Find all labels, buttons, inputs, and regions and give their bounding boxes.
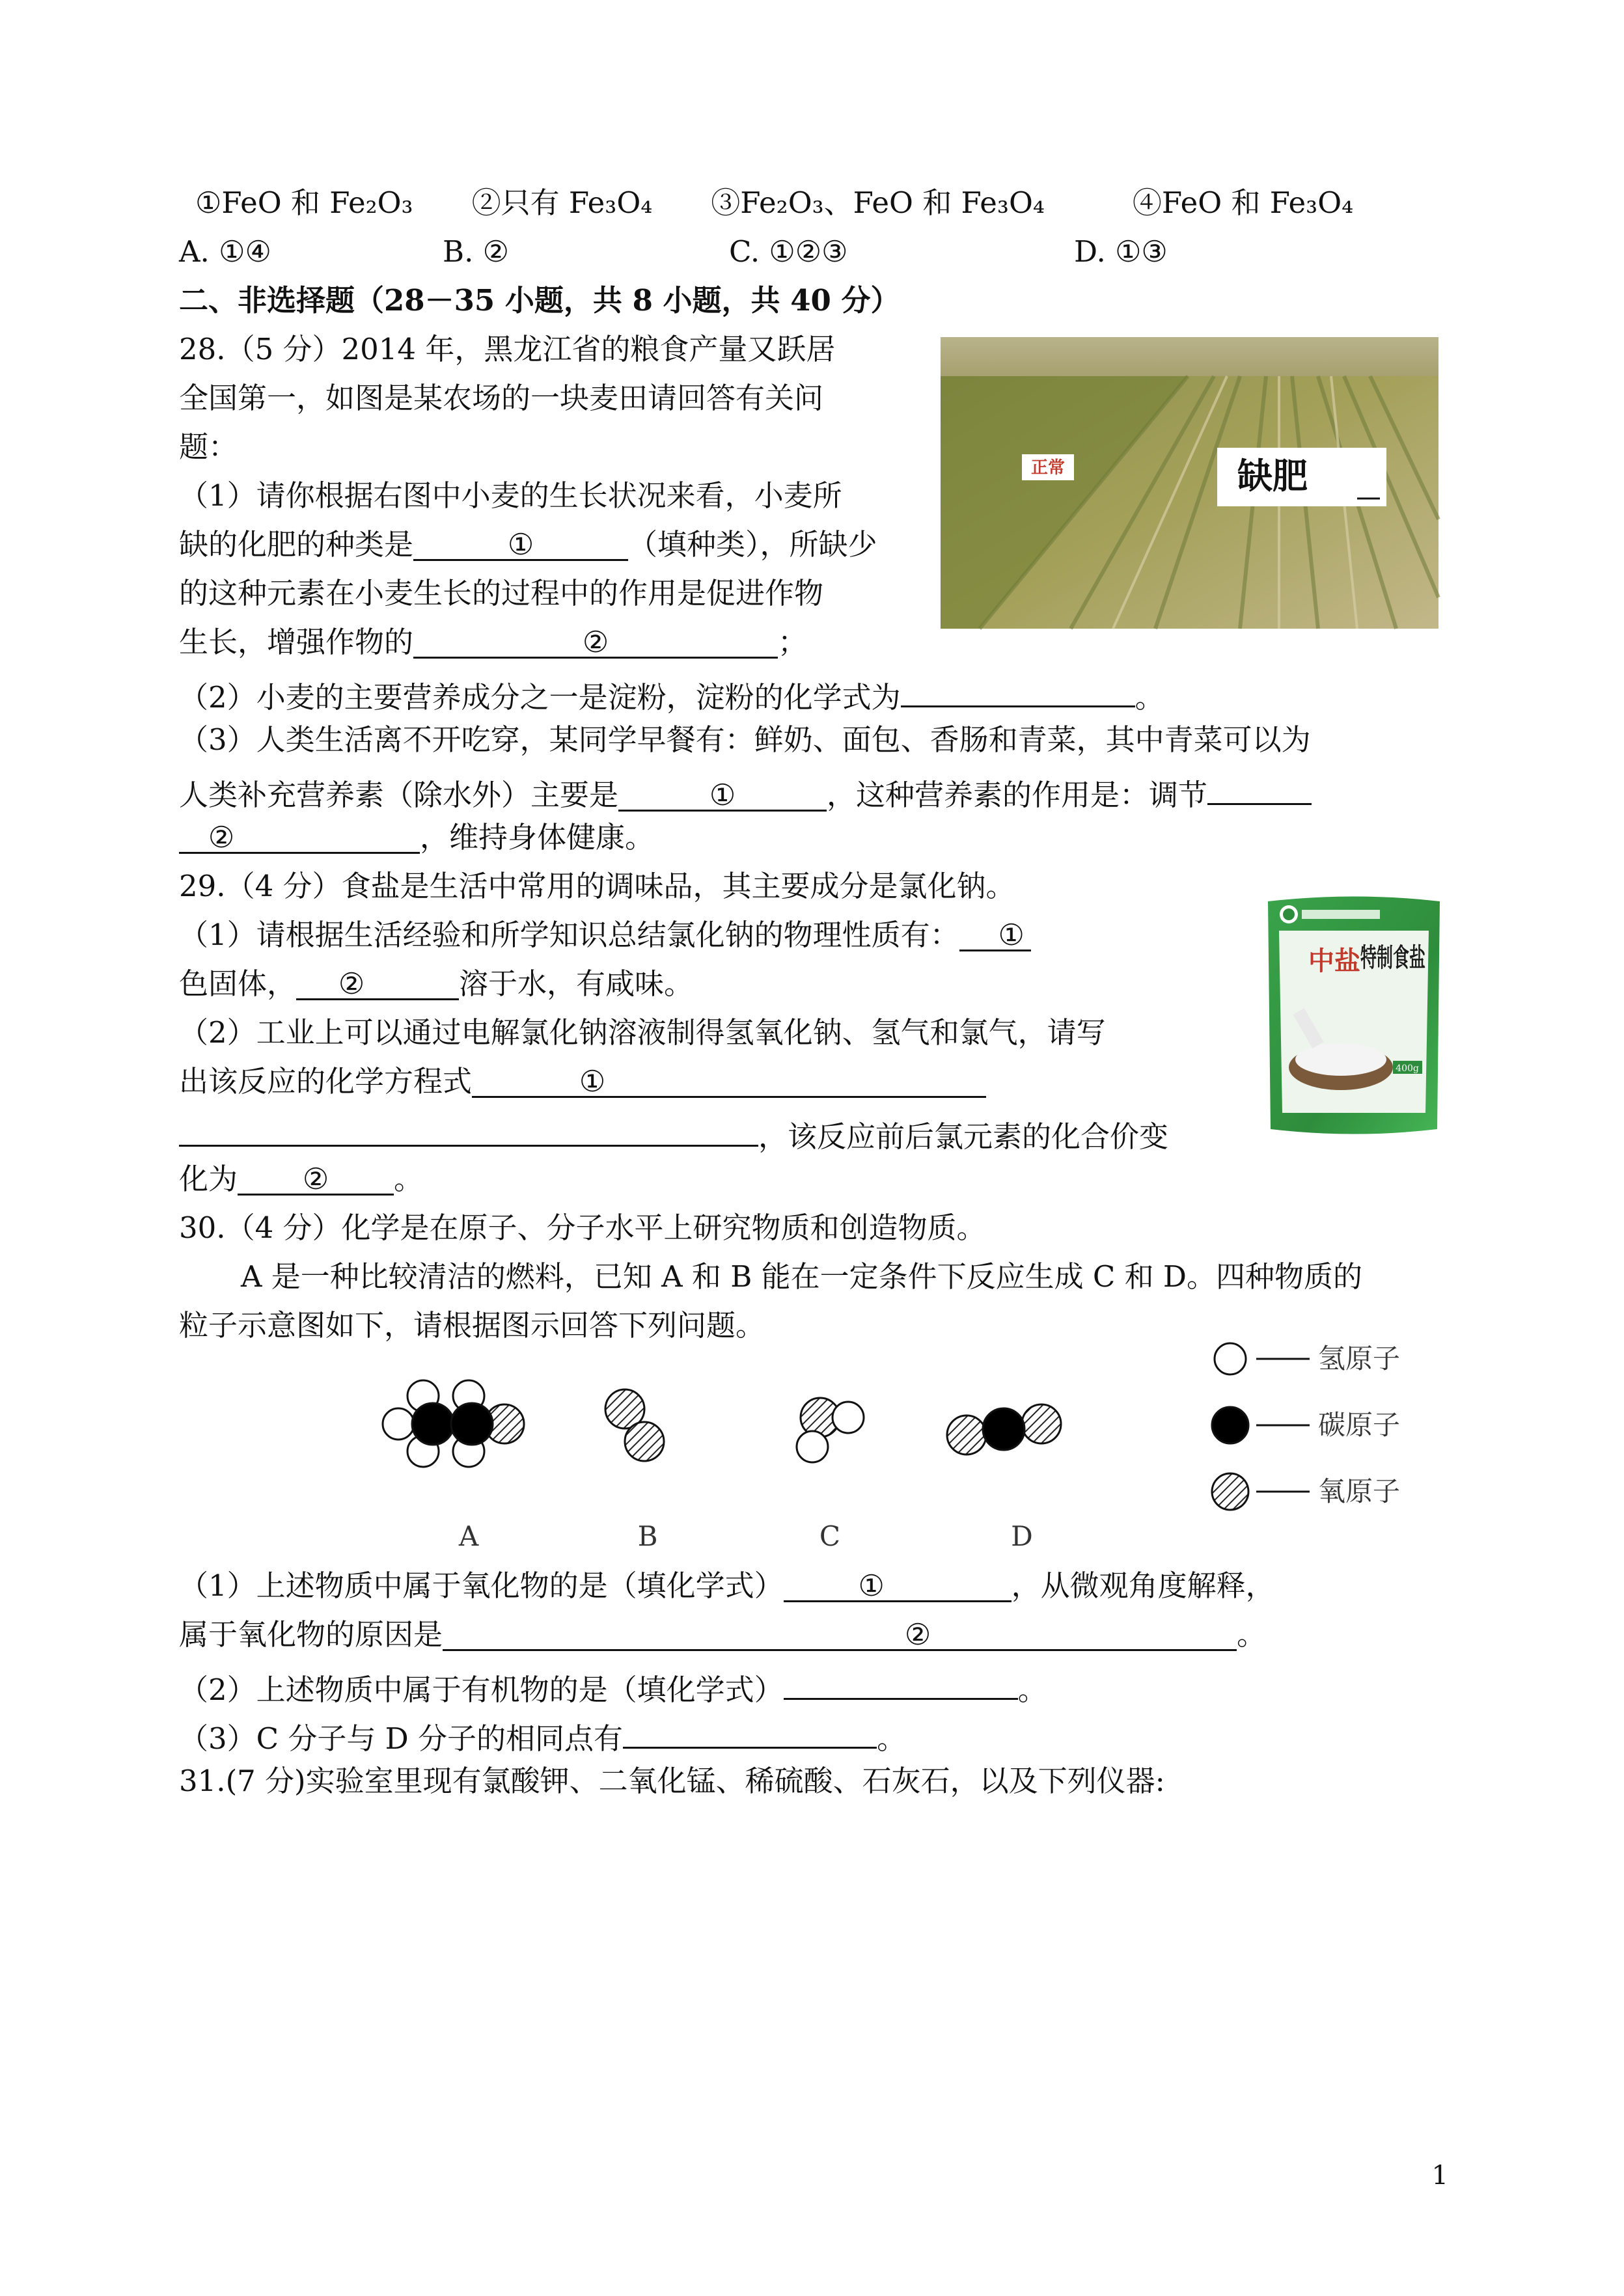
q29-equation-blank[interactable]: ① bbox=[472, 1062, 986, 1098]
q28-p1-line1: （1）请你根据右图中小麦的生长状况来看，小麦所 bbox=[179, 478, 842, 513]
q30-p2: （2）上述物质中属于有机物的是（填化学式） 。 bbox=[179, 1664, 1047, 1710]
q30-reason-blank[interactable]: ② bbox=[443, 1615, 1237, 1651]
wheat-field-photo bbox=[941, 337, 1438, 629]
q30-oxide-blank[interactable]: ① bbox=[784, 1566, 1012, 1602]
q28-line1: 28.（5 分）2014 年，黑龙江省的粮食产量又跃居 bbox=[179, 332, 836, 366]
q29-line1: 29.（4 分）食盐是生活中常用的调味品，其主要成分是氯化钠。 bbox=[179, 869, 1015, 903]
q28-p2: （2）小麦的主要营养成分之一是淀粉，淀粉的化学式为 。 bbox=[179, 672, 1164, 717]
q28-nutrient-blank[interactable]: ① bbox=[618, 776, 827, 812]
q29-color-blank[interactable]: ① bbox=[959, 916, 1031, 951]
q29-p1-line1: （1）请根据生活经验和所学知识总结氯化钠的物理性质有： ① bbox=[179, 916, 1031, 955]
molecule-c bbox=[797, 1398, 864, 1462]
q29-solubility-blank[interactable]: ② bbox=[296, 964, 459, 1000]
q29-valence-blank[interactable]: ② bbox=[238, 1160, 394, 1196]
q29-equation-blank-cont[interactable] bbox=[179, 1111, 758, 1147]
label-normal: 正常 bbox=[1030, 458, 1066, 478]
salt-weight: 400g bbox=[1396, 1063, 1419, 1074]
label-c: C bbox=[819, 1520, 841, 1552]
q30-organic-blank[interactable] bbox=[784, 1664, 1018, 1700]
q28-regulate-blank-part1[interactable] bbox=[1207, 769, 1312, 805]
label-d: D bbox=[1011, 1520, 1033, 1552]
legend bbox=[1212, 1343, 1248, 1510]
q28-starch-formula-blank[interactable] bbox=[901, 672, 1135, 707]
molecule-diagram bbox=[378, 1315, 1471, 1552]
q30-p3: （3）C 分子与 D 分子的相同点有 。 bbox=[179, 1713, 906, 1758]
q30-line1: 30.（4 分）化学是在原子、分子水平上研究物质和创造物质。 bbox=[179, 1210, 986, 1245]
q29-p2-line2: 出该反应的化学方程式 ① bbox=[179, 1062, 986, 1101]
q28-p3-line3: ② ，维持身体健康。 bbox=[179, 818, 654, 857]
q30-line3: 粒子示意图如下，请根据图示回答下列问题。 bbox=[179, 1308, 765, 1343]
legend-oxygen: 氧原子 bbox=[1318, 1475, 1401, 1507]
q29-p2-line4: 化为 ② 。 bbox=[179, 1160, 423, 1199]
molecule-a bbox=[383, 1380, 524, 1467]
choice-a[interactable]: A. ①④ bbox=[179, 234, 271, 269]
legend-hydrogen: 氢原子 bbox=[1318, 1343, 1401, 1374]
q30-p1-line1: （1）上述物质中属于氧化物的是（填化学式） ① ，从微观角度解释， bbox=[179, 1566, 1275, 1606]
q29-p2-line3: ，该反应前后氯元素的化合价变 bbox=[179, 1111, 1168, 1156]
q30-common-blank[interactable] bbox=[623, 1713, 877, 1749]
q28-p3-line2: 人类补充营养素（除水外）主要是 ① ，这种营养素的作用是：调节 bbox=[179, 769, 1312, 815]
q29-p2-line1: （2）工业上可以通过电解氯化钠溶液制得氢氧化钠、氢气和氯气，请写 bbox=[179, 1015, 1106, 1050]
iron-oxide-options: ①FeO 和 Fe₂O₃ ②只有 Fe₃O₄ ③Fe₂O₃、FeO 和 Fe₃O₄ ④FeO 和 Fe₃O₄ bbox=[195, 185, 1354, 220]
choice-c[interactable]: C. ①②③ bbox=[729, 234, 848, 269]
q29-p1-line2: 色固体， ② 溶于水，有咸味。 bbox=[179, 964, 693, 1004]
label-b: B bbox=[637, 1520, 658, 1552]
q28-effect-blank[interactable]: ② bbox=[413, 623, 778, 659]
q31-line1: 31.(7 分)实验室里现有氯酸钾、二氧化锰、稀硫酸、石灰石，以及下列仪器: bbox=[179, 1764, 1165, 1798]
q28-p1-line3: 的这种元素在小麦生长的过程中的作用是促进作物 bbox=[179, 576, 824, 610]
salt-package-photo bbox=[1263, 892, 1445, 1139]
molecule-d bbox=[947, 1404, 1061, 1455]
q28-line3: 题： bbox=[179, 430, 238, 464]
molecule-b bbox=[605, 1389, 664, 1461]
q28-p1-line2: 缺的化肥的种类是 ① （填种类），所缺少 bbox=[179, 525, 877, 564]
choice-d[interactable]: D. ①③ bbox=[1074, 234, 1168, 269]
label-deficient: 缺肥 bbox=[1237, 455, 1308, 497]
page-number: 1 bbox=[1431, 2161, 1448, 2191]
choice-b[interactable]: B. ② bbox=[443, 234, 510, 269]
q28-line2: 全国第一，如图是某农场的一块麦田请回答有关问 bbox=[179, 381, 824, 415]
salt-brand: 中盐 bbox=[1308, 946, 1360, 976]
salt-name: 特制食盐 bbox=[1360, 942, 1425, 973]
q28-fertilizer-blank[interactable]: ① bbox=[413, 525, 628, 561]
q30-p1-line2: 属于氧化物的原因是 ② 。 bbox=[179, 1615, 1266, 1654]
label-a: A bbox=[458, 1520, 479, 1552]
q28-p1-line4: 生长，增强作物的 ② ； bbox=[179, 623, 807, 662]
q28-regulate-blank[interactable]: ② bbox=[179, 818, 420, 854]
legend-carbon: 碳原子 bbox=[1318, 1409, 1401, 1441]
q28-p3-line1: （3）人类生活离不开吃穿，某同学早餐有：鲜奶、面包、香肠和青菜，其中青菜可以为 bbox=[179, 722, 1311, 757]
q30-line2: A 是一种比较清洁的燃料，已知 A 和 B 能在一定条件下反应生成 C 和 D。四种物质的 bbox=[241, 1259, 1363, 1294]
section-heading: 二、非选择题（28－35 小题，共 8 小题，共 40 分） bbox=[179, 283, 900, 318]
